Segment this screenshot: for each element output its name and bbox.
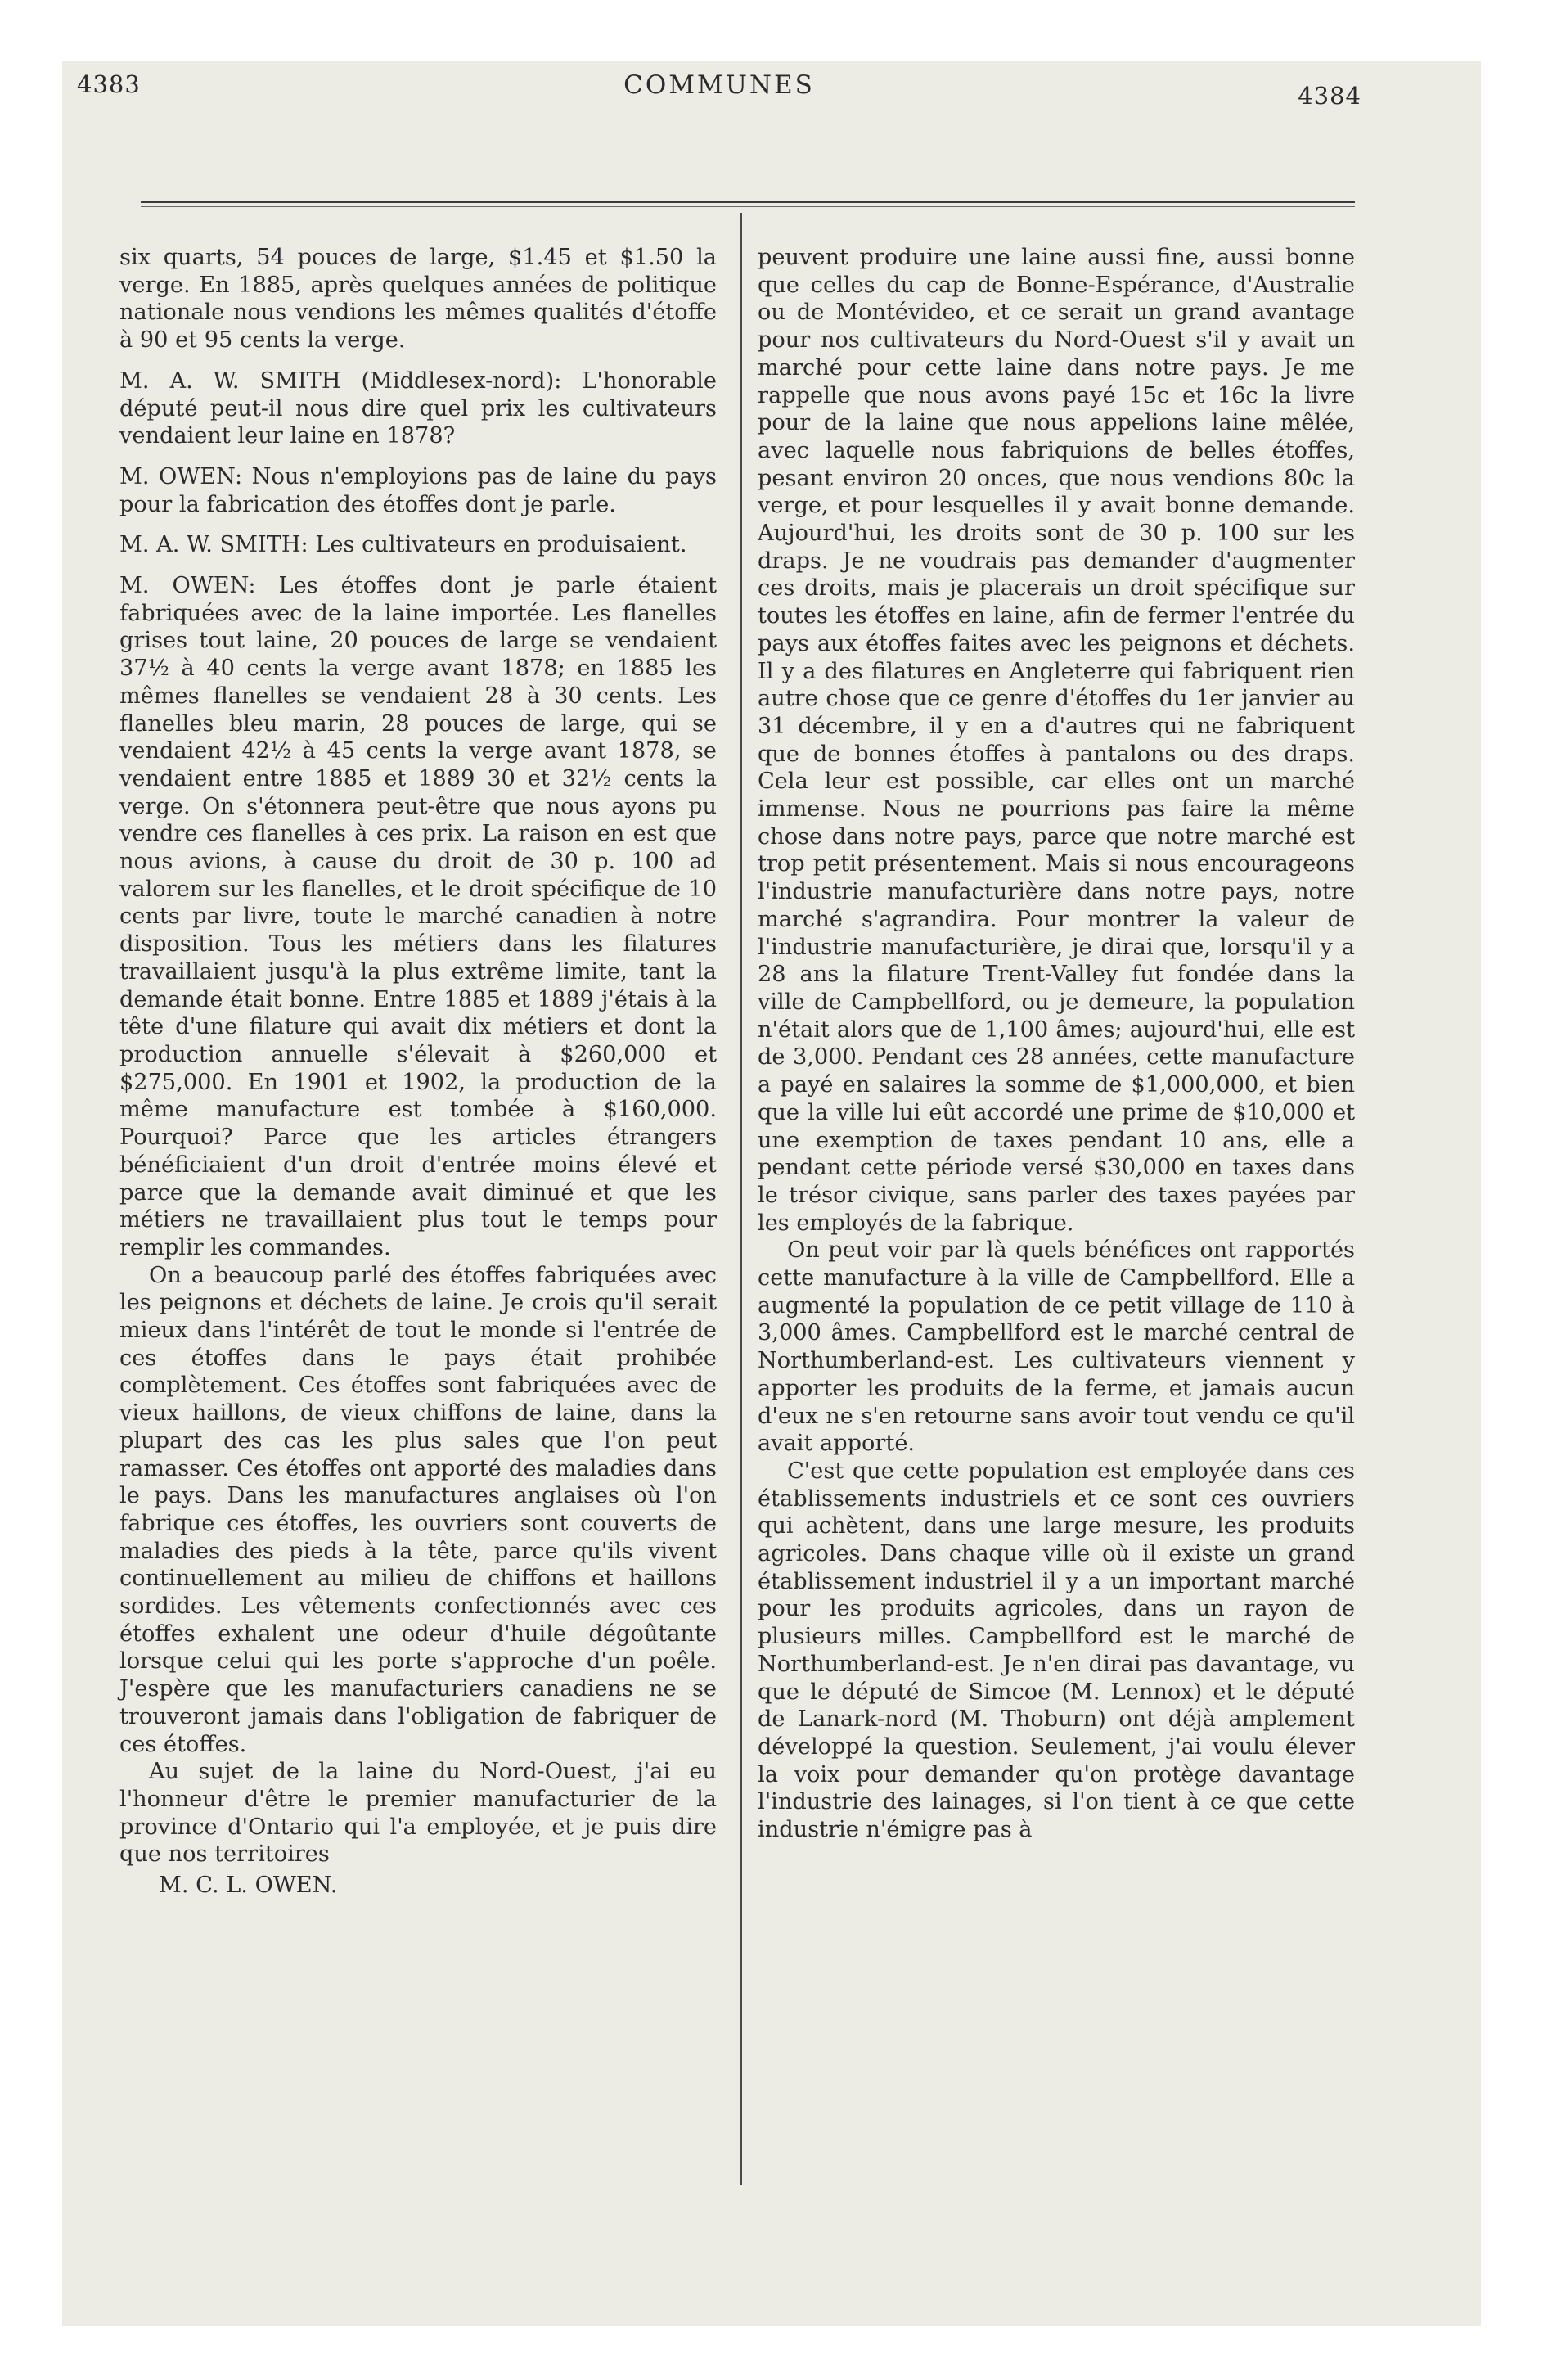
column-separator xyxy=(740,213,742,2185)
left-page-number: 4383 xyxy=(77,70,141,98)
paragraph: six quarts, 54 pouces de large, $1.45 et $1.50 la verge. En 1885, après quelques années de politique nationale nous vendions les mêmes qualités d'étoffe à 90 et 95 cents la verge. xyxy=(119,245,717,354)
paragraph: On a beaucoup parlé des étoffes fabriquées avec les peignons et déchets de laine. Je crois qu'il serait mieux dans l'intérêt de tout le monde si l'entrée de ces étoffes dans le pays était prohibée complètement. Ces étoffes sont fabriquées avec de vieux haillons, de vieux chiffons de laine, dans la plupart des cas les plus sales que l'on peut ramasser. Ces étoffes ont apporté des maladies dans le pays. Dans les manufactures anglaises où l'on fabrique ces étoffes, les ouvriers sont couverts de maladies des pieds à la tête, parce qu'ils vivent continuellement au milieu de chiffons et haillons sordides. Les vêtements confectionnés avec ces étoffes exhalent une odeur d'huile dégoûtante lorsque celui qui les porte s'approche d'un poêle. J'espère que les manufacturiers canadiens ne se trouveront jamais dans l'obligation de fabriquer de ces étoffes. xyxy=(119,1262,717,1757)
header-rule xyxy=(141,201,1355,203)
speaker-signature: M. C. L. OWEN. xyxy=(159,1873,338,1899)
paragraph: On peut voir par là quels bénéfices ont rapportés cette manufacture à la ville de Campbellford. Elle a augmenté la population de ce petit village de 110 à 3,000 âmes. Campbellford est le marché central de Northumberland-est. Les cultivateurs viennent y apporter les produits de la ferme, et jamais aucun d'eux ne s'en retourne sans avoir tout vendu ce qu'il avait apporté. xyxy=(758,1237,1355,1457)
running-title: COMMUNES xyxy=(623,70,815,100)
page-header xyxy=(77,70,1361,119)
paragraph: peuvent produire une laine aussi fine, aussi bonne que celles du cap de Bonne-Espérance, d'Australie ou de Montévideo, et ce serait un grand avantage pour nos cultivateurs du Nord-Ouest s'il y avait un marché pour cette laine dans notre pays. Je me rappelle que nous avons payé 15c et 16c la livre pour de la laine que nous appelions laine mêlée, avec laquelle nous fabriquions de belles étoffes, pesant environ 20 onces, que nous vendions 80c la verge, et pour lesquelles il y avait bonne demande. Aujourd'hui, les droits sont de 30 p. 100 sur les draps. Je ne voudrais pas demander d'augmenter ces droits, mais je placerais un droit spécifique sur toutes les étoffes en laine, afin de fermer l'entrée du pays aux étoffes faites avec les peignons et déchets. Il y a des filatures en Angleterre qui fabriquent rien autre chose que ce genre d'étoffes du 1er janvier au 31 décembre, il y en a d'autres qui ne fabriquent que de bonnes étoffes à pantalons ou des draps. Cela leur est possible, car elles ont un marché immense. Nous ne pourrions pas faire la même chose dans notre pays, parce que notre marché est trop petit présentement. Mais si nous encourageons l'industrie manufacturière dans notre pays, notre marché s'agrandira. Pour montrer la valeur de l'industrie manufacturière, je dirai que, lorsqu'il y a 28 ans la filature Trent-Valley fut fondée dans la ville de Campbellford, ou je demeure, la population n'était alors que de 1,100 âmes; aujourd'hui, elle est de 3,000. Pendant ces 28 années, cette manufacture a payé en salaires la somme de $1,000,000, et bien que la ville lui eût accordé une prime de $10,000 et une exemption de taxes pendant 10 ans, elle a pendant cette période versé $30,000 en taxes dans le trésor civique, sans parler des taxes payées par les employés de la fabrique. xyxy=(758,245,1355,1236)
paragraph: M. A. W. SMITH (Middlesex-nord): L'honorable député peut-il nous dire quel prix les cultivateurs vendaient leur laine en 1878? xyxy=(119,367,717,449)
left-column xyxy=(119,244,717,1900)
paragraph: M. OWEN: Les étoffes dont je parle étaient fabriquées avec de la laine importée. Les flanelles grises tout laine, 20 pouces de large se vendaient 37½ à 40 cents la verge avant 1878; en 1885 les mêmes flanelles se vendaient 28 à 30 cents. Les flanelles bleu marin, 28 pouces de large, qui se vendaient 42½ à 45 cents la verge avant 1878, se vendaient entre 1885 et 1889 30 et 32½ cents la verge. On s'étonnera peut-être que nous ayons pu vendre ces flanelles à ces prix. La raison en est que nous avions, à cause du droit de 30 p. 100 ad valorem sur les flanelles, et le droit spécifique de 10 cents par livre, toute le marché canadien à notre disposition. Tous les métiers dans les filatures travaillaient jusqu'à la plus extrême limite, tant la demande était bonne. Entre 1885 et 1889 j'étais à la tête d'une filature qui avait dix métiers et dont la production annuelle s'élevait à $260,000 et $275,000. En 1901 et 1902, la production de la même manufacture est tombée à $160,000. Pourquoi? Parce que les articles étrangers bénéficiaient d'un droit d'entrée moins élevé et parce que la demande avait diminué et que les métiers ne travaillaient plus tout le temps pour remplir les commandes. xyxy=(119,573,717,1260)
paragraph: M. A. W. SMITH: Les cultivateurs en produisaient. xyxy=(119,532,687,558)
paragraph: C'est que cette population est employée dans ces établissements industriels et ce sont ces ouvriers qui achètent, dans une large mesure, les produits agricoles. Dans chaque ville où il existe un grand établissement industriel il y a un important marché pour les produits agricoles, dans un rayon de plusieurs milles. Campbellford est le marché de Northumberland-est. Je n'en dirai pas davantage, vu que le député de Simcoe (M. Lennox) et le député de Lanark-nord (M. Thoburn) ont déjà amplement développé la question. Seulement, j'ai voulu élever la voix pour demander qu'on protège davantage l'industrie des lainages, si l'on tient à ce que cette industrie n'émigre pas à xyxy=(758,1458,1355,1843)
paragraph: Au sujet de la laine du Nord-Ouest, j'ai eu l'honneur d'être le premier manufacturier de la province d'Ontario qui l'a employée, et je puis dire que nos territoires xyxy=(119,1759,717,1868)
right-page-number: 4384 xyxy=(1298,82,1361,110)
paragraph: M. OWEN: Nous n'employions pas de laine du pays pour la fabrication des étoffes dont je parle. xyxy=(119,463,717,517)
header-rule-thin xyxy=(141,206,1355,207)
right-column xyxy=(758,244,1355,1844)
